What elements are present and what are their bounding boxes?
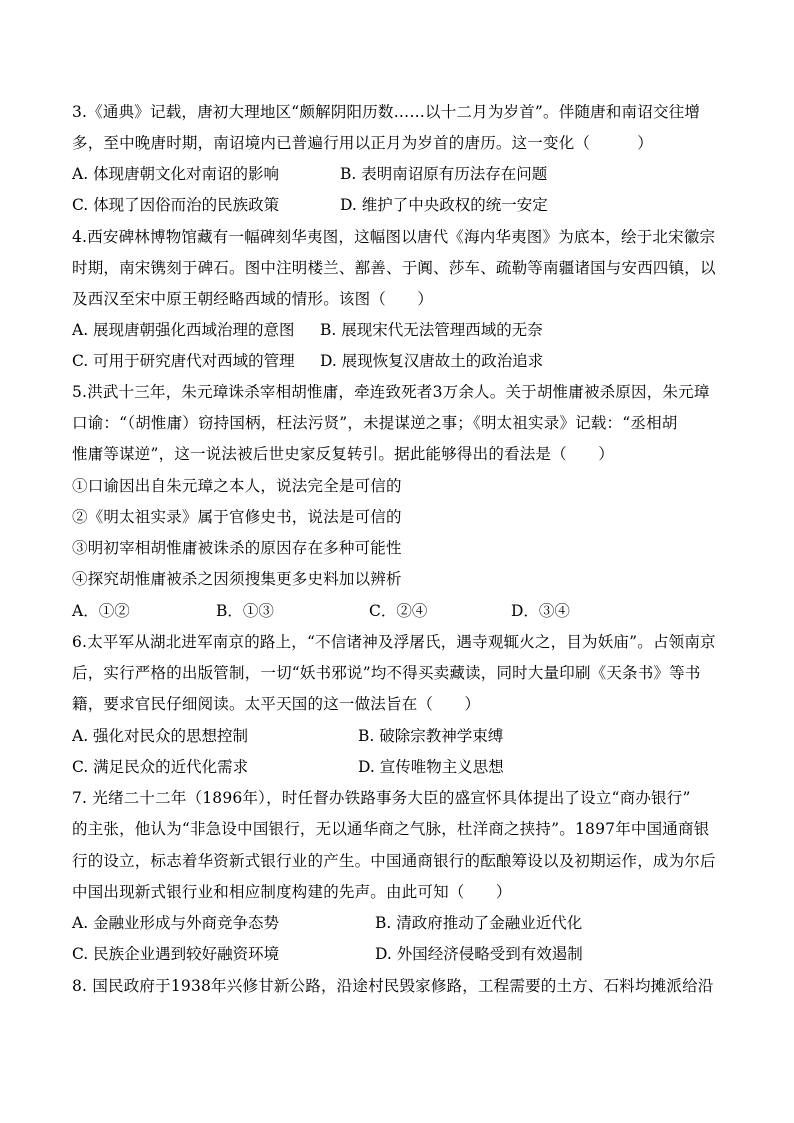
q5-option-b[interactable]: B．①③ [216, 602, 274, 620]
q4-stem-line-1: 4.西安碑林博物馆藏有一幅碑刻华夷图，这幅图以唐代《海内华夷图》为底本，绘于北宋徽宗 [72, 228, 716, 246]
q3-option-c[interactable]: C. 体现了因俗而治的民族政策 [72, 196, 280, 214]
q6-stem-line-1: 6.太平军从湖北进军南京的路上，“不信诸神及浮屠氏，遇寺观辄火之，目为妖庙”。占领南京 [72, 633, 716, 651]
q7-stem-line-2: 的主张，他认为“非急设中国银行，无以通华商之气脉，杜洋商之挟持”。1897年中国通商银 [72, 820, 710, 838]
q5-stem-line-3: 惟庸等谋逆”，这一说法被后世史家反复转引。据此能够得出的看法是（ ） [72, 445, 614, 463]
q7-stem-line-1: 7. 光绪二十二年（1896年），时任督办铁路事务大臣的盛宣怀具体提出了设立“商办银行” [72, 789, 691, 807]
q7-option-b[interactable]: B. 清政府推动了金融业近代化 [375, 914, 583, 932]
q4-option-c[interactable]: C. 可用于研究唐代对西域的管理 [72, 352, 295, 370]
q3-stem-line-1: 3.《通典》记载，唐初大理地区“颇解阴阳历数……以十二月为岁首”。伴随唐和南诏交往增 [72, 103, 701, 121]
q5-option-d[interactable]: D．③④ [511, 602, 570, 620]
q8-stem-line-1: 8. 国民政府于1938年兴修甘新公路，沿途村民毁家修路，工程需要的土方、石料均摊派给沿 [72, 977, 714, 995]
q4-stem-line-2: 时期，南宋镌刻于碑石。图中注明楼兰、鄯善、于阗、莎车、疏勒等南疆诸国与安西四镇，以 [72, 259, 716, 277]
q6-stem-line-3: 籍，要求官民仔细阅读。太平天国的这一做法旨在（ ） [72, 695, 481, 713]
q6-option-c[interactable]: C. 满足民众的近代化需求 [72, 758, 249, 776]
q5-stem-line-2: 口谕：“（胡惟庸）窃持国柄，枉法污贤”，未提谋逆之事；《明太祖实录》记载：“丞相胡 [72, 414, 678, 432]
q5-statement-4: ④探究胡惟庸被杀之因须搜集更多史料加以辨析 [72, 570, 402, 588]
q4-stem-line-3: 及西汉至宋中原王朝经略西域的情形。该图（ ） [72, 290, 434, 308]
q3-option-b[interactable]: B. 表明南诏原有历法存在问题 [340, 165, 548, 183]
q6-option-d[interactable]: D. 宣传唯物主义思想 [358, 758, 504, 776]
q6-stem-line-2: 后，实行严格的出版管制，一切“妖书邪说”均不得买卖藏读，同时大量印刷《天条书》等书 [72, 664, 701, 682]
q3-option-d[interactable]: D. 维护了中央政权的统一安定 [340, 196, 548, 214]
q5-stem-line-1: 5.洪武十三年，朱元璋诛杀宰相胡惟庸，牵连致死者3万余人。关于胡惟庸被杀原因，朱元璋 [72, 383, 710, 401]
q3-option-a[interactable]: A. 体现唐朝文化对南诏的影响 [72, 165, 280, 183]
q7-stem-line-3: 行的设立，标志着华资新式银行业的产生。中国通商银行的酝酿筹设以及初期运作，成为尔后 [72, 852, 716, 870]
q4-option-b[interactable]: B. 展现宋代无法管理西域的无奈 [320, 321, 543, 339]
q7-option-a[interactable]: A. 金融业形成与外商竞争态势 [72, 914, 280, 932]
q5-statement-1: ①口谕因出自朱元璋之本人，说法完全是可信的 [72, 477, 402, 495]
q5-option-a[interactable]: A．①② [72, 602, 130, 620]
q7-option-d[interactable]: D. 外国经济侵略受到有效遏制 [375, 945, 583, 963]
q4-option-d[interactable]: D. 展现恢复汉唐故土的政治追求 [320, 352, 544, 370]
q6-option-b[interactable]: B. 破除宗教神学束缚 [358, 727, 504, 745]
q7-stem-line-4: 中国出现新式银行业和相应制度构建的先声。由此可知（ ） [72, 883, 512, 901]
q6-option-a[interactable]: A. 强化对民众的思想控制 [72, 727, 249, 745]
q3-stem-line-2: 多，至中晚唐时期，南诏境内已普遍行用以正月为岁首的唐历。这一变化（ ） [72, 134, 653, 152]
q5-statement-3: ③明初宰相胡惟庸被诛杀的原因存在多种可能性 [72, 539, 402, 557]
q5-option-c[interactable]: C．②④ [369, 602, 428, 620]
q4-option-a[interactable]: A. 展现唐朝强化西域治理的意图 [72, 321, 295, 339]
q5-statement-2: ②《明太祖实录》属于官修史书，说法是可信的 [72, 508, 402, 526]
q7-option-c[interactable]: C. 民族企业遇到较好融资环境 [72, 945, 280, 963]
